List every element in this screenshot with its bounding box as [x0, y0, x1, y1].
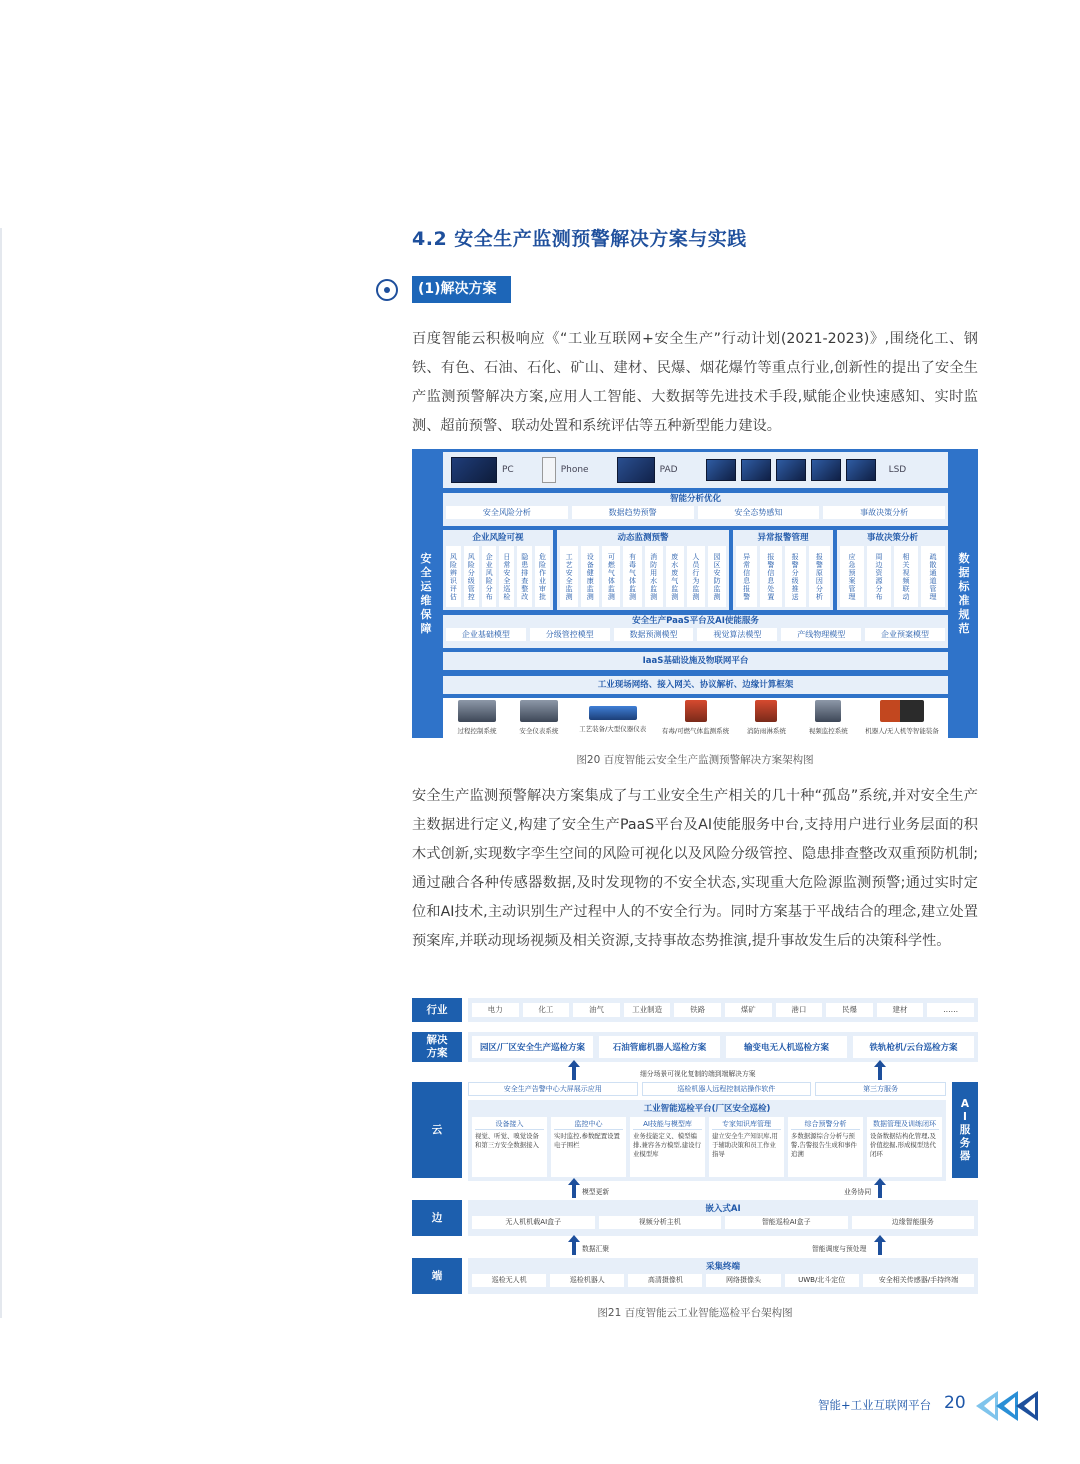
note-business-sync: 业务协同 [844, 1188, 872, 1196]
target-bullet-icon [376, 279, 398, 301]
fig20-architecture [412, 449, 978, 738]
solution-cell: 园区/厂区安全生产巡检方案 [472, 1036, 593, 1058]
end-cell: 巡检无人机 [472, 1274, 546, 1287]
platform-cell: 设备接入 视觉、听觉、嗅觉设备和第三方安全数据接入 [472, 1117, 547, 1177]
sprinkler-icon [755, 700, 777, 722]
process-equipment-icon [589, 706, 637, 720]
end-cell: 网络摄像头 [706, 1274, 780, 1287]
industry-cell: 港口 [776, 1003, 823, 1017]
fig21-caption: 图21 百度智能云工业智能巡检平台架构图 [597, 1307, 793, 1319]
platform-cell: 数据管理及训练闭环 设备数据结构化管理,及价值挖掘,形成模型迭代闭环 [867, 1117, 942, 1177]
end-cell: UWB/北斗定位 [785, 1274, 859, 1287]
paas-cell: 分级管控模型 [530, 628, 610, 641]
industry-cell: …… [927, 1003, 974, 1017]
equipment-item: 机器人/无人机等智能装备 [860, 700, 944, 738]
func-cell: 废水废气监测 [666, 546, 684, 607]
smart-cell: 安全风险分析 [446, 506, 568, 519]
control-cabinet-icon [458, 700, 496, 722]
label-solution: 解决方案 [412, 1032, 462, 1062]
arrow-up-icon [572, 1066, 576, 1080]
solution-cell: 输变电无人机巡检方案 [726, 1036, 847, 1058]
arrow-up-icon [878, 1184, 882, 1198]
fig20-caption: 图20 百度智能云安全生产监测预警解决方案架构图 [576, 754, 814, 766]
end-cell: 高清摄像机 [628, 1274, 702, 1287]
solution-cell: 铁轨枪机/云台巡检方案 [853, 1036, 974, 1058]
group-dynamic-monitor: 动态监测预警 工艺安全监测 设备健康监测 可燃气体监测 有毒气体监测 消防用水监测 废水废气监测 人员行为监测 园区安防监测 [557, 530, 729, 610]
func-cell: 隐患排查整改 [517, 546, 532, 607]
gas-detector-icon [685, 700, 707, 722]
equipment-item: 有毒/可燃气体监测系统 [657, 700, 735, 738]
arrow-up-icon [878, 1066, 882, 1080]
equipment-item: 消防雨淋系统 [736, 700, 796, 738]
smart-cell: 事故决策分析 [823, 506, 945, 519]
func-cell: 应急预案管理 [840, 546, 864, 607]
arrow-up-icon [572, 1184, 576, 1198]
cloud-app-cell: 巡检机器人远程控制站操作软件 [642, 1082, 812, 1096]
fig20-function-groups [443, 530, 948, 610]
lsd-screen-icon [776, 459, 806, 481]
cloud-app-cell: 安全生产告警中心大屏展示应用 [468, 1082, 638, 1096]
paas-cell: 企业预案模型 [865, 628, 945, 641]
end-cell: 巡检机器人 [550, 1274, 624, 1287]
inspection-platform: 工业智能巡检平台(厂区安全巡检) 设备接入 视觉、听觉、嗅觉设备和第三方安全数据接入 监控中心 实时监控,参数配置设置电子围栏 AI技能与模型库 业务技能定义、模型编排,兼容各方模型,建设行业模型库 专家知识库管理 建立安全生产知识库,用于辅助决策和员工作业指导 综合预警分析 多数据源综合分析与预警,告警报告生成和事件追溯 数据管理及训练闭环 设备数据结构化管理,及价值挖掘,形成模型迭代闭环 [468, 1100, 946, 1181]
paragraph-intro: 百度智能云积极响应《“工业互联网+安全生产”行动计划(2021-2023)》,围绕化工、钢铁、有色、石油、石化、矿山、建材、民爆、烟花爆竹等重点行业,创新性的提出了安全生产监测预警解决方案,应用人工智能、大数据等先进技术手段,赋能企业快速感知、实时监测、超前预警、联动处置和系统评估等五种新型能力建设。 [412, 331, 978, 434]
equipment-item: 视频监控系统 [798, 700, 858, 738]
func-cell: 人员行为监测 [687, 546, 705, 607]
end-cell: 安全相关传感器/手持终端 [863, 1274, 974, 1287]
arrow-up-icon [878, 1241, 882, 1255]
platform-cell: 综合预警分析 多数据源综合分析与预警,告警报告生成和事件追溯 [788, 1117, 863, 1177]
device-pad: PAD [617, 457, 678, 483]
platform-cell: AI技能与模型库 业务技能定义、模型编排,兼容各方模型,建设行业模型库 [630, 1117, 705, 1177]
paas-cell: 视觉算法模型 [697, 628, 777, 641]
industry-cell: 铁路 [674, 1003, 721, 1017]
device-lsd: LSD [706, 459, 907, 481]
smart-cell: 安全态势感知 [698, 506, 820, 519]
footer-title: 智能+工业互联网平台 [818, 1398, 932, 1412]
func-cell: 异常信息报警 [736, 546, 757, 607]
paas-cell: 数据预测模型 [614, 628, 694, 641]
func-cell: 危险作业审批 [535, 546, 550, 607]
func-cell: 报警分级推送 [785, 546, 806, 607]
group-risk-visual: 企业风险可视 风险辨识评估 风险分级管控 企业风险分布 日常安全巡检 隐患排查整改 危险作业审批 [443, 530, 553, 610]
camera-icon [815, 700, 841, 722]
lsd-screen-icon [811, 459, 841, 481]
arrow-up-icon [572, 1241, 576, 1255]
func-cell: 日常安全巡检 [499, 546, 514, 607]
func-cell: 相关视频联动 [894, 546, 918, 607]
solution-strip [468, 1032, 978, 1062]
edge-cell: 无人机机载AI盒子 [472, 1216, 595, 1229]
industry-cell: 电力 [472, 1003, 519, 1017]
industry-cell: 油气 [573, 1003, 620, 1017]
equipment-item: 安全仪表系统 [509, 700, 569, 738]
fig20-left-side: 安全运维保障 [420, 551, 432, 635]
lsd-screen-icon [846, 459, 876, 481]
note-scheduling: 智能调度与预处理 [812, 1245, 867, 1253]
func-cell: 风险辨识评估 [446, 546, 461, 607]
label-cloud: 云 [412, 1082, 462, 1178]
func-cell: 疏散通道管理 [921, 546, 945, 607]
fig20-iaas-layer: IaaS基础设施及物联网平台 [443, 652, 948, 670]
industry-strip [468, 998, 978, 1022]
instrument-panel-icon [520, 700, 558, 722]
device-pc: PC [451, 457, 514, 483]
fig20-paas-layer: 安全生产PaaS平台及AI使能服务 企业基础模型 分级管控模型 数据预测模型 视觉算法模型 产线物理模型 企业预案模型 [443, 615, 948, 648]
device-phone: Phone [542, 457, 589, 483]
robot-drone-icon [880, 700, 924, 722]
chevron-left-icon [976, 1391, 998, 1421]
edge-cell: 边缘智能服务 [852, 1216, 975, 1229]
paas-cell: 企业基础模型 [446, 628, 526, 641]
subsection-header [376, 276, 511, 303]
fig21-platform [412, 998, 978, 1294]
smart-cell: 数据趋势预警 [572, 506, 694, 519]
paragraph-detail: 安全生产监测预警解决方案集成了与工业安全生产相关的几十种“孤岛”系统,并对安全生产主数据进行定义,构建了安全生产PaaS平台及AI使能服务中台,支持用户进行业务层面的积木式创新,实现数字孪生空间的风险可视化以及风险分级管控、隐患排查整改双重预防机制;通过融合各种传感器数据,及时发现物的不安全状态,实现重大危险源监测预警;通过实时定位和AI技术,主动识别生产过程中人的不安全行为。同时方案基于平战结合的理念,建立处置预案库,并联动现场视频及相关资源,支持事故态势推演,提升事故发生后的决策科学性。 [412, 788, 978, 949]
label-industry: 行业 [412, 998, 462, 1022]
cloud-app-cell: 第三方服务 [815, 1082, 946, 1096]
func-cell: 有毒气体监测 [623, 546, 641, 607]
note-scene: 细分场景可视化复制的端到端解决方案 [640, 1070, 756, 1078]
phone-icon [542, 457, 556, 483]
group-alarm-manage: 异常报警管理 异常信息报警 报警信息处置 报警分级推送 报警原因分析 [733, 530, 833, 610]
chevron-left-icon [996, 1391, 1018, 1421]
section-heading: 4.2 安全生产监测预警解决方案与实践 [412, 228, 747, 250]
platform-cell: 专家知识库管理 建立安全生产知识库,用于辅助决策和员工作业指导 [709, 1117, 784, 1177]
func-cell: 设备健康监测 [581, 546, 599, 607]
func-cell: 可燃气体监测 [602, 546, 620, 607]
paas-cell: 产线物理模型 [781, 628, 861, 641]
note-model-update: 模型更新 [582, 1188, 610, 1196]
lsd-screen-icon [706, 459, 736, 481]
edge-cell: 视频分析主机 [599, 1216, 722, 1229]
end-block: 采集终端 巡检无人机 巡检机器人 高清摄像机 网络摄像头 UWB/北斗定位 安全相关传感器/手持终端 [468, 1258, 978, 1294]
func-cell: 报警原因分析 [809, 546, 830, 607]
industry-cell: 建材 [877, 1003, 924, 1017]
fig20-network-layer: 工业现场网络、接入网关、协议解析、边缘计算框架 [443, 676, 948, 694]
fig20-right-side: 数据标准规范 [958, 551, 970, 635]
func-cell: 报警信息处置 [760, 546, 781, 607]
cloud-block [468, 1082, 946, 1181]
page-edge [0, 228, 2, 1318]
industry-cell: 工业制造 [624, 1003, 671, 1017]
solution-cell: 石油管廊机器人巡检方案 [599, 1036, 720, 1058]
func-cell: 周边资源分布 [867, 546, 891, 607]
func-cell: 园区安防监测 [708, 546, 726, 607]
func-cell: 企业风险分布 [482, 546, 497, 607]
func-cell: 工艺安全监测 [560, 546, 578, 607]
func-cell: 消防用水监测 [645, 546, 663, 607]
lsd-screen-icon [741, 459, 771, 481]
note-data-gather: 数据汇聚 [582, 1245, 610, 1253]
equipment-item: 工艺装备/大型仪器仪表 [571, 700, 655, 738]
fig20-smart-layer: 智能分析优化 安全风险分析 数据趋势预警 安全态势感知 事故决策分析 [443, 493, 948, 526]
pc-screen-icon [451, 457, 497, 483]
label-edge: 边 [412, 1200, 462, 1236]
industry-cell: 煤矿 [725, 1003, 772, 1017]
subsection-badge: (1)解决方案 [412, 276, 511, 303]
group-accident-decision: 事故决策分析 应急预案管理 周边资源分布 相关视频联动 疏散通道管理 [837, 530, 948, 610]
fig20-equipment-layer [443, 698, 948, 738]
chevron-left-icon [1016, 1391, 1038, 1421]
edge-block: 嵌入式AI 无人机机载AI盒子 视频分析主机 智能巡检AI盒子 边缘智能服务 [468, 1200, 978, 1236]
equipment-item: 过程控制系统 [447, 700, 507, 738]
industry-cell: 民爆 [826, 1003, 873, 1017]
cloud-apps [468, 1082, 946, 1096]
industry-cell: 化工 [523, 1003, 570, 1017]
platform-cell: 监控中心 实时监控,参数配置设置电子围栏 [551, 1117, 626, 1177]
func-cell: 风险分级管控 [464, 546, 479, 607]
fig20-devices [443, 452, 948, 488]
page-number: 20 [944, 1393, 966, 1413]
pad-icon [617, 457, 655, 483]
ai-server-side: AI服务器 [952, 1082, 978, 1178]
label-end: 端 [412, 1258, 462, 1294]
edge-cell: 智能巡检AI盒子 [725, 1216, 848, 1229]
